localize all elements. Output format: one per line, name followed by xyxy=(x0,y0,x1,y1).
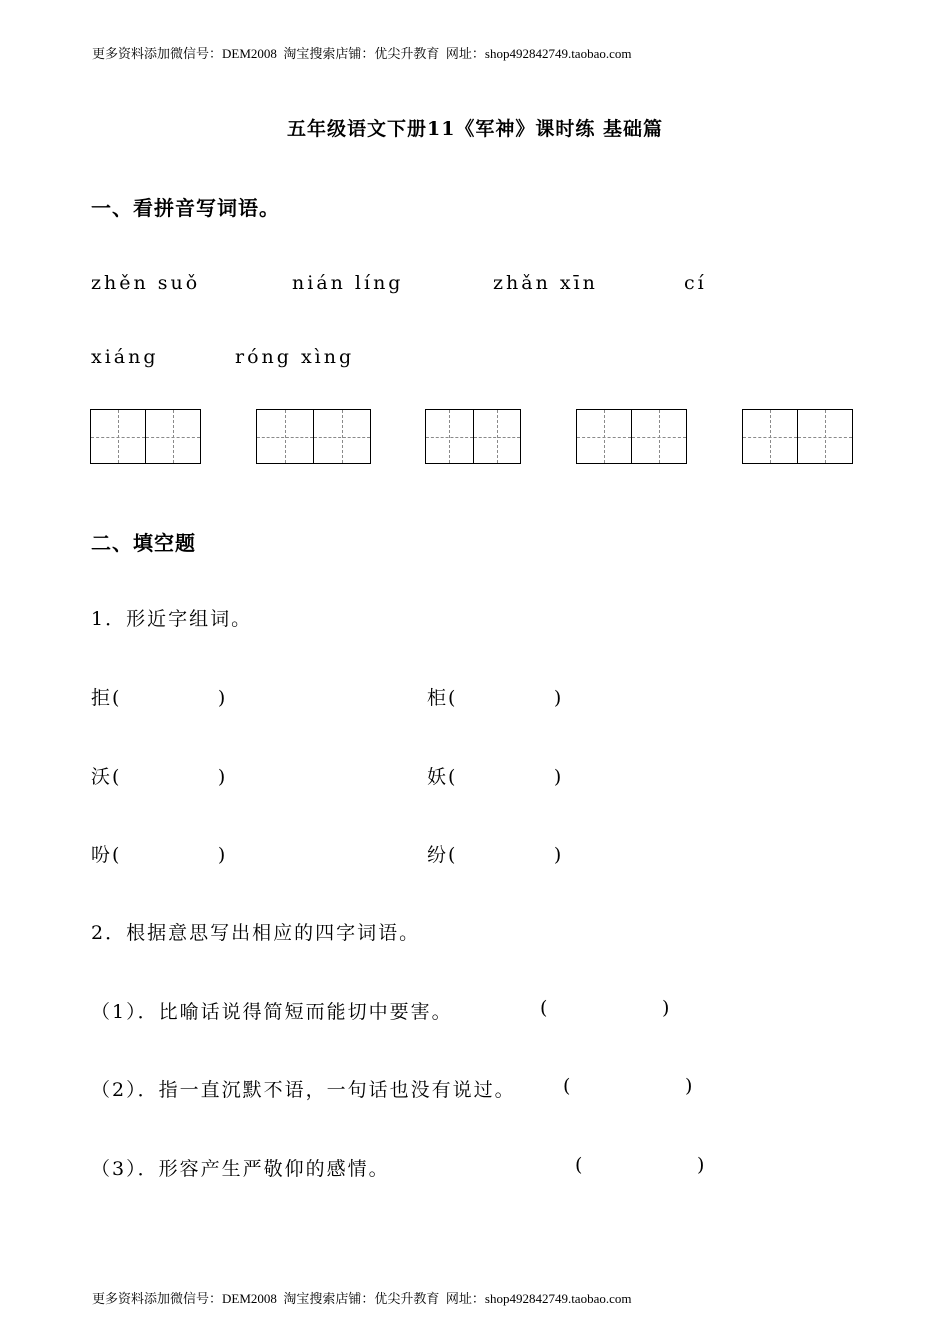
writing-cell[interactable] xyxy=(91,410,145,463)
writing-cell[interactable] xyxy=(313,410,370,463)
q1-item-left[interactable]: 沃( ) xyxy=(91,766,228,788)
q1-item-left[interactable]: 吩( ) xyxy=(91,844,228,866)
writing-cell[interactable] xyxy=(473,410,521,463)
q2-answer-blank[interactable]: ( ) xyxy=(575,1154,707,1176)
writing-grid-3[interactable] xyxy=(425,409,521,464)
writing-cell[interactable] xyxy=(145,410,200,463)
q2-item-text: （1）．比喻话说得简短而能切中要害。 xyxy=(91,1001,453,1023)
pinyin-4: cí xyxy=(684,272,707,294)
q1-item-right[interactable]: 纷( ) xyxy=(427,844,564,866)
writing-grid-5[interactable] xyxy=(742,409,853,464)
page-footer: 更多资料添加微信号：DEM2008 淘宝搜索店铺：优尖升教育 网址：shop492842749.taobao.com xyxy=(92,1291,632,1306)
q1-prompt: 1．形近字组词。 xyxy=(91,608,253,630)
section2-heading: 二、填空题 xyxy=(91,531,196,555)
q2-answer-blank[interactable]: ( ) xyxy=(540,997,672,1019)
writing-cell[interactable] xyxy=(797,410,852,463)
q2-item-text: （3）．形容产生严敬仰的感情。 xyxy=(91,1158,390,1180)
q1-item-right[interactable]: 柜( ) xyxy=(427,687,564,709)
pinyin-2: nián líng xyxy=(292,272,404,294)
worksheet-title: 五年级语文下册11《军神》课时练 基础篇 xyxy=(286,118,664,140)
pinyin-4-cont: xiáng xyxy=(91,346,159,368)
writing-grid-1[interactable] xyxy=(90,409,201,464)
writing-cell[interactable] xyxy=(743,410,797,463)
q1-item-left[interactable]: 拒( ) xyxy=(91,687,228,709)
writing-grid-4[interactable] xyxy=(576,409,687,464)
writing-cell[interactable] xyxy=(257,410,313,463)
pinyin-1: zhěn suǒ xyxy=(91,272,201,294)
page-header: 更多资料添加微信号：DEM2008 淘宝搜索店铺：优尖升教育 网址：shop492842749.taobao.com xyxy=(92,46,632,61)
q2-prompt: 2．根据意思写出相应的四字词语。 xyxy=(91,922,421,944)
writing-cell[interactable] xyxy=(631,410,686,463)
pinyin-3: zhǎn xīn xyxy=(493,272,598,294)
writing-grid-2[interactable] xyxy=(256,409,371,464)
section1-heading: 一、看拼音写词语。 xyxy=(91,196,280,220)
pinyin-5: róng xìng xyxy=(235,346,355,368)
writing-cell[interactable] xyxy=(577,410,631,463)
writing-cell[interactable] xyxy=(426,410,473,463)
q2-answer-blank[interactable]: ( ) xyxy=(563,1075,695,1097)
q1-item-right[interactable]: 妖( ) xyxy=(427,766,564,788)
q2-item-text: （2）．指一直沉默不语，一句话也没有说过。 xyxy=(91,1079,516,1101)
